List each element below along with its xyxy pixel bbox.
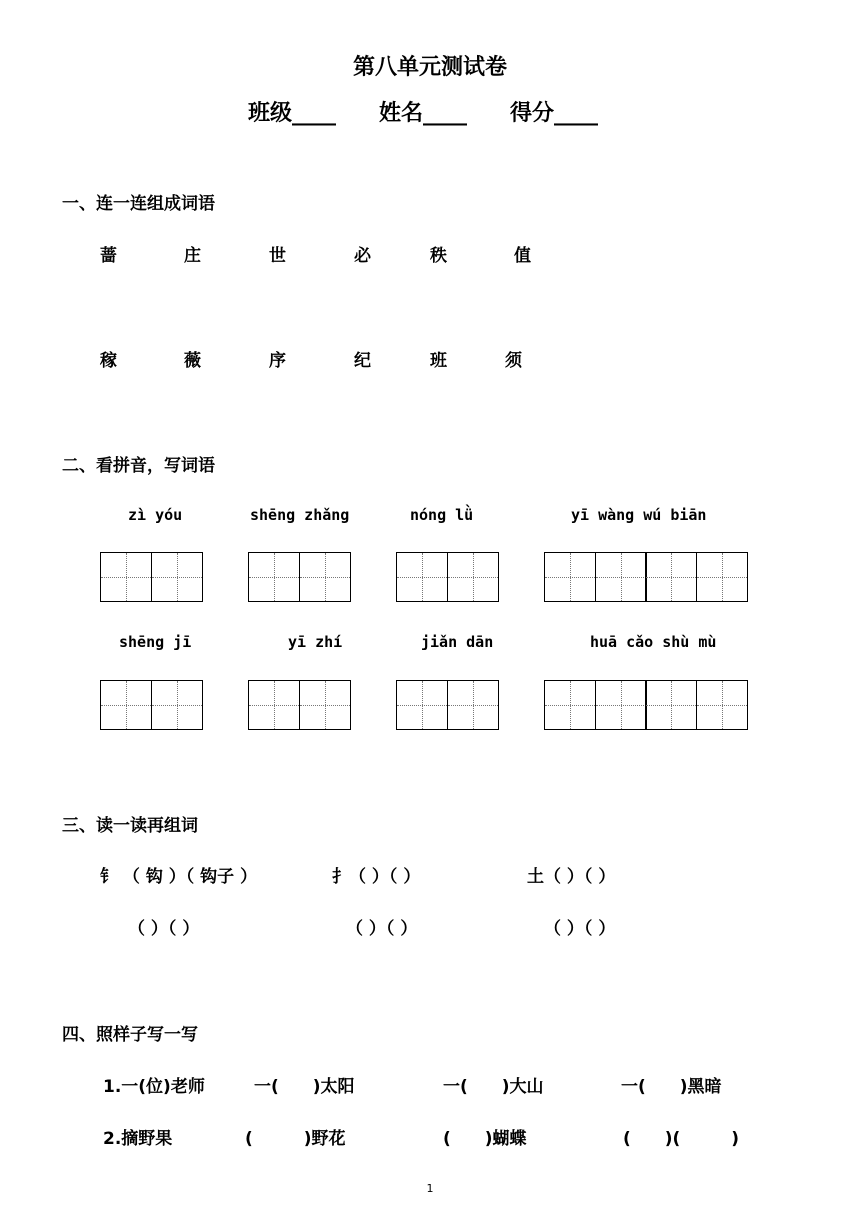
example-line-item: ( )蝴蝶 <box>443 1129 527 1149</box>
score-field-label: 得分____ <box>510 101 599 126</box>
pinyin-label: zì yóu <box>128 506 183 524</box>
example-line-item: 1.一(位)老师 <box>103 1077 205 1097</box>
radical-word-item: 土（ ）（ ） <box>527 867 616 887</box>
match-char: 班 <box>430 351 447 371</box>
radical-word-item: （ ）（ ） <box>544 919 616 939</box>
radical-word-item: （ ）（ ） <box>346 919 418 939</box>
radical-word-item: （ ）（ ） <box>128 919 200 939</box>
example-line-item: 一( )太阳 <box>254 1077 355 1097</box>
pinyin-label: nóng lǜ <box>410 506 474 524</box>
match-char: 蔷 <box>100 246 117 266</box>
page-number: 1 <box>426 1182 434 1195</box>
writing-grid[interactable] <box>396 680 499 730</box>
section-4-heading: 四、照样子写一写 <box>62 1025 198 1045</box>
example-line-item: ( )野花 <box>245 1129 346 1149</box>
pinyin-label: shēng jī <box>119 633 192 651</box>
match-char: 值 <box>514 246 531 266</box>
writing-grid[interactable] <box>100 552 203 602</box>
writing-grid[interactable] <box>248 680 351 730</box>
match-char: 必 <box>354 246 371 266</box>
class-field-label: 班级____ <box>248 101 337 126</box>
match-char: 须 <box>505 351 522 371</box>
example-line-item: 一( )黑暗 <box>621 1077 722 1097</box>
name-field-label: 姓名____ <box>379 101 468 126</box>
match-char: 纪 <box>354 351 371 371</box>
radical-word-item: 钅 （ 钩 ）（ 钩子 ） <box>100 867 258 887</box>
page-title: 第八单元测试卷 <box>352 55 507 80</box>
match-char: 秩 <box>430 246 447 266</box>
writing-grid[interactable] <box>544 680 748 730</box>
match-char: 薇 <box>184 351 201 371</box>
pinyin-label: yī zhí <box>288 633 343 651</box>
writing-grid[interactable] <box>544 552 748 602</box>
example-line-item: ( )( ) <box>623 1129 740 1149</box>
writing-grid[interactable] <box>396 552 499 602</box>
section-2-heading: 二、看拼音，写词语 <box>62 456 215 476</box>
match-char: 稼 <box>100 351 117 371</box>
pinyin-label: jiǎn dān <box>421 633 494 651</box>
example-line-item: 一( )大山 <box>443 1077 544 1097</box>
section-1-heading: 一、连一连组成词语 <box>62 194 215 214</box>
writing-grid[interactable] <box>100 680 203 730</box>
pinyin-label: shēng zhǎng <box>250 506 350 524</box>
match-char: 世 <box>269 246 286 266</box>
section-3-heading: 三、读一读再组词 <box>62 816 198 836</box>
writing-grid[interactable] <box>248 552 351 602</box>
match-char: 序 <box>269 351 286 371</box>
pinyin-label: yī wàng wú biān <box>571 506 707 524</box>
match-char: 庄 <box>184 246 201 266</box>
pinyin-label: huā cǎo shù mù <box>590 633 717 651</box>
example-line-item: 2.摘野果 <box>103 1129 173 1149</box>
radical-word-item: 扌（ ）（ ） <box>332 867 421 887</box>
